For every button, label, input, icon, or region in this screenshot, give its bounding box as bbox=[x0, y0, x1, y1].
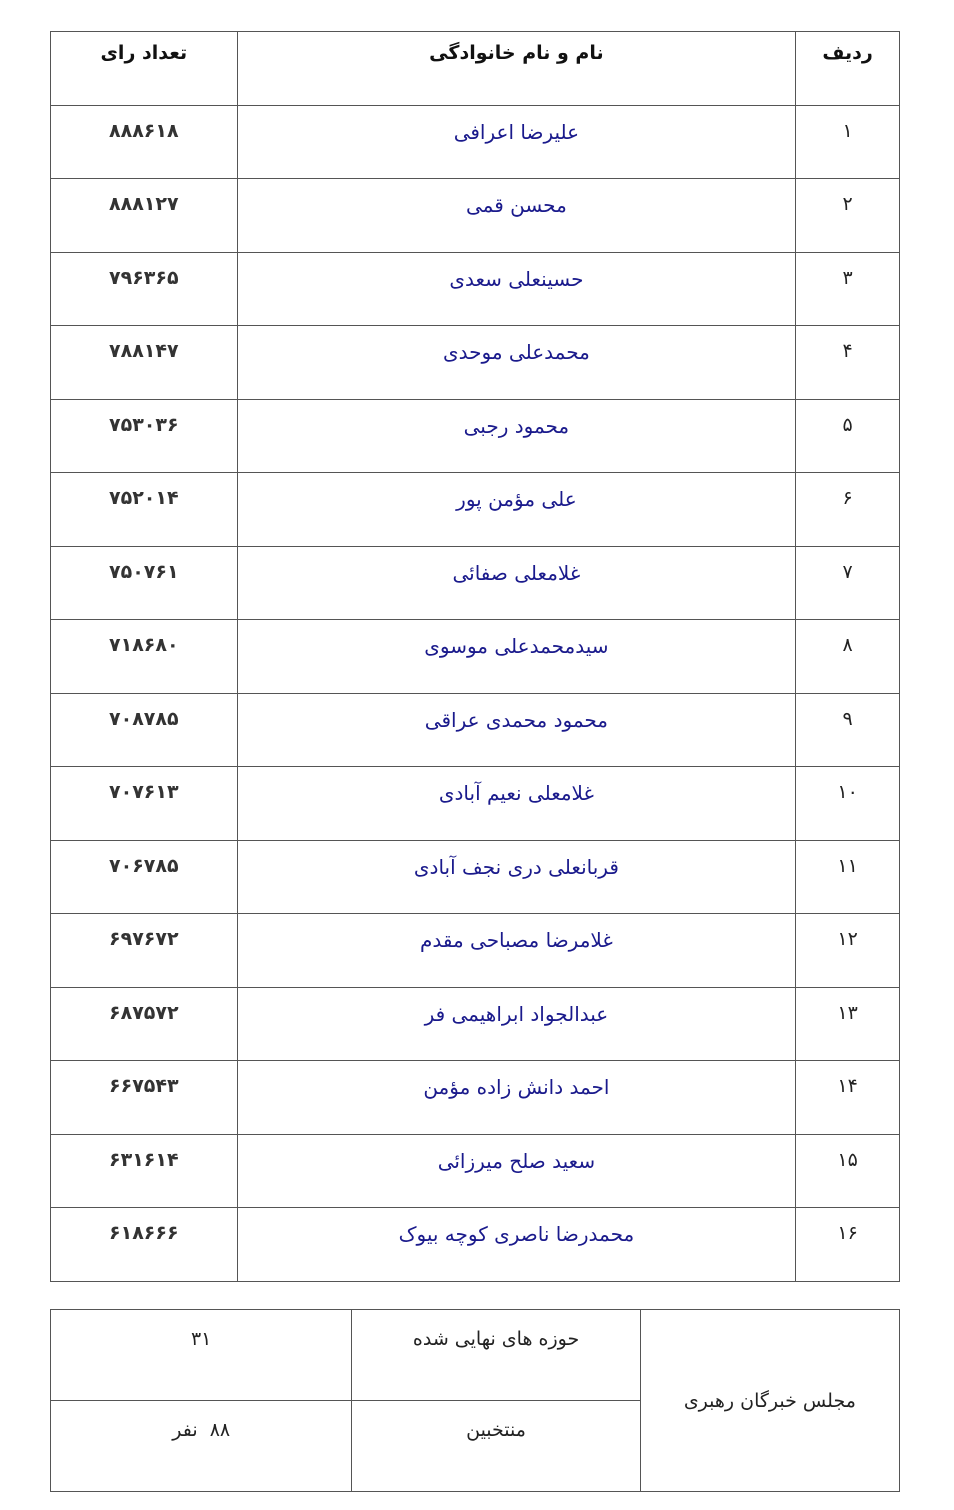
table-row bbox=[51, 1134, 900, 1208]
table-row bbox=[51, 987, 900, 1061]
vote-count-cell: ۷۱۸۶۸۰ bbox=[51, 620, 238, 694]
table-row bbox=[51, 105, 900, 179]
table-row bbox=[51, 546, 900, 620]
table-row bbox=[51, 767, 900, 841]
row-number-cell: ۱۳ bbox=[796, 987, 900, 1061]
row-number-cell: ۱۱ bbox=[796, 840, 900, 914]
candidate-name-cell: قربانعلی دری نجف آبادی bbox=[237, 840, 796, 914]
candidate-name-cell: محمدعلی موحدی bbox=[237, 326, 796, 400]
table-row bbox=[51, 179, 900, 253]
row-number-cell: ۱۶ bbox=[796, 1208, 900, 1282]
summary-row-finalized bbox=[51, 1310, 900, 1401]
elected-label: منتخبین bbox=[352, 1401, 640, 1492]
row-number-cell: ۳ bbox=[796, 252, 900, 326]
vote-count-cell: ۷۰۶۷۸۵ bbox=[51, 840, 238, 914]
row-number-cell: ۷ bbox=[796, 546, 900, 620]
candidate-name-cell: سعید صلح میرزائی bbox=[237, 1134, 796, 1208]
vote-count-cell: ۷۵۰۷۶۱ bbox=[51, 546, 238, 620]
candidate-name-cell: عبدالجواد ابراهیمی فر bbox=[237, 987, 796, 1061]
row-number-cell: ۱ bbox=[796, 105, 900, 179]
vote-count-cell: ۷۰۸۷۸۵ bbox=[51, 693, 238, 767]
summary-table bbox=[50, 1309, 900, 1492]
candidate-name-cell: علیرضا اعرافی bbox=[237, 105, 796, 179]
candidate-name-cell: غلامعلی صفائی bbox=[237, 546, 796, 620]
table-row bbox=[51, 473, 900, 547]
table-row bbox=[51, 326, 900, 400]
header-row-number: ردیف bbox=[796, 32, 900, 106]
header-full-name: نام و نام خانوادگی bbox=[237, 32, 796, 106]
candidate-name-cell: سیدمحمدعلی موسوی bbox=[237, 620, 796, 694]
vote-count-cell: ۷۹۶۳۶۵ bbox=[51, 252, 238, 326]
candidate-name-cell: غلامعلی نعیم آبادی bbox=[237, 767, 796, 841]
vote-count-cell: ۸۸۸۶۱۸ bbox=[51, 105, 238, 179]
table-row bbox=[51, 1061, 900, 1135]
vote-count-cell: ۷۵۲۰۱۴ bbox=[51, 473, 238, 547]
row-number-cell: ۵ bbox=[796, 399, 900, 473]
row-number-cell: ۶ bbox=[796, 473, 900, 547]
election-results-table bbox=[50, 31, 900, 1282]
vote-count-cell: ۸۸۸۱۲۷ bbox=[51, 179, 238, 253]
candidate-name-cell: غلامرضا مصباحی مقدم bbox=[237, 914, 796, 988]
finalized-districts-label: حوزه های نهایی شده bbox=[352, 1310, 640, 1401]
table-row bbox=[51, 840, 900, 914]
row-number-cell: ۱۲ bbox=[796, 914, 900, 988]
candidate-name-cell: محسن قمی bbox=[237, 179, 796, 253]
vote-count-cell: ۷۰۷۶۱۳ bbox=[51, 767, 238, 841]
table-row bbox=[51, 252, 900, 326]
vote-count-cell: ۶۶۷۵۴۳ bbox=[51, 1061, 238, 1135]
table-row bbox=[51, 693, 900, 767]
header-vote-count: تعداد رای bbox=[51, 32, 238, 106]
vote-count-cell: ۶۸۷۵۷۲ bbox=[51, 987, 238, 1061]
row-number-cell: ۱۴ bbox=[796, 1061, 900, 1135]
vote-count-cell: ۷۵۳۰۳۶ bbox=[51, 399, 238, 473]
vote-count-cell: ۶۱۸۶۶۶ bbox=[51, 1208, 238, 1282]
table-row bbox=[51, 399, 900, 473]
row-number-cell: ۱۰ bbox=[796, 767, 900, 841]
row-number-cell: ۲ bbox=[796, 179, 900, 253]
candidate-name-cell: محمود محمدی عراقی bbox=[237, 693, 796, 767]
table-row bbox=[51, 620, 900, 694]
row-number-cell: ۴ bbox=[796, 326, 900, 400]
table-row bbox=[51, 914, 900, 988]
vote-count-cell: ۶۹۷۶۷۲ bbox=[51, 914, 238, 988]
row-number-cell: ۱۵ bbox=[796, 1134, 900, 1208]
row-number-cell: ۹ bbox=[796, 693, 900, 767]
table-header-row bbox=[51, 32, 900, 106]
elected-value: ۸۸ نفر bbox=[51, 1401, 352, 1492]
vote-count-cell: ۷۸۸۱۴۷ bbox=[51, 326, 238, 400]
row-number-cell: ۸ bbox=[796, 620, 900, 694]
candidate-name-cell: احمد دانش زاده مؤمن bbox=[237, 1061, 796, 1135]
candidate-name-cell: حسینعلی سعدی bbox=[237, 252, 796, 326]
table-row bbox=[51, 1208, 900, 1282]
vote-count-cell: ۶۳۱۶۱۴ bbox=[51, 1134, 238, 1208]
candidate-name-cell: علی مؤمن پور bbox=[237, 473, 796, 547]
assembly-name: مجلس خبرگان رهبری bbox=[640, 1310, 899, 1492]
candidate-name-cell: محمدرضا ناصری کوچه بیوک bbox=[237, 1208, 796, 1282]
finalized-districts-value: ۳۱ bbox=[51, 1310, 352, 1401]
candidate-name-cell: محمود رجبی bbox=[237, 399, 796, 473]
